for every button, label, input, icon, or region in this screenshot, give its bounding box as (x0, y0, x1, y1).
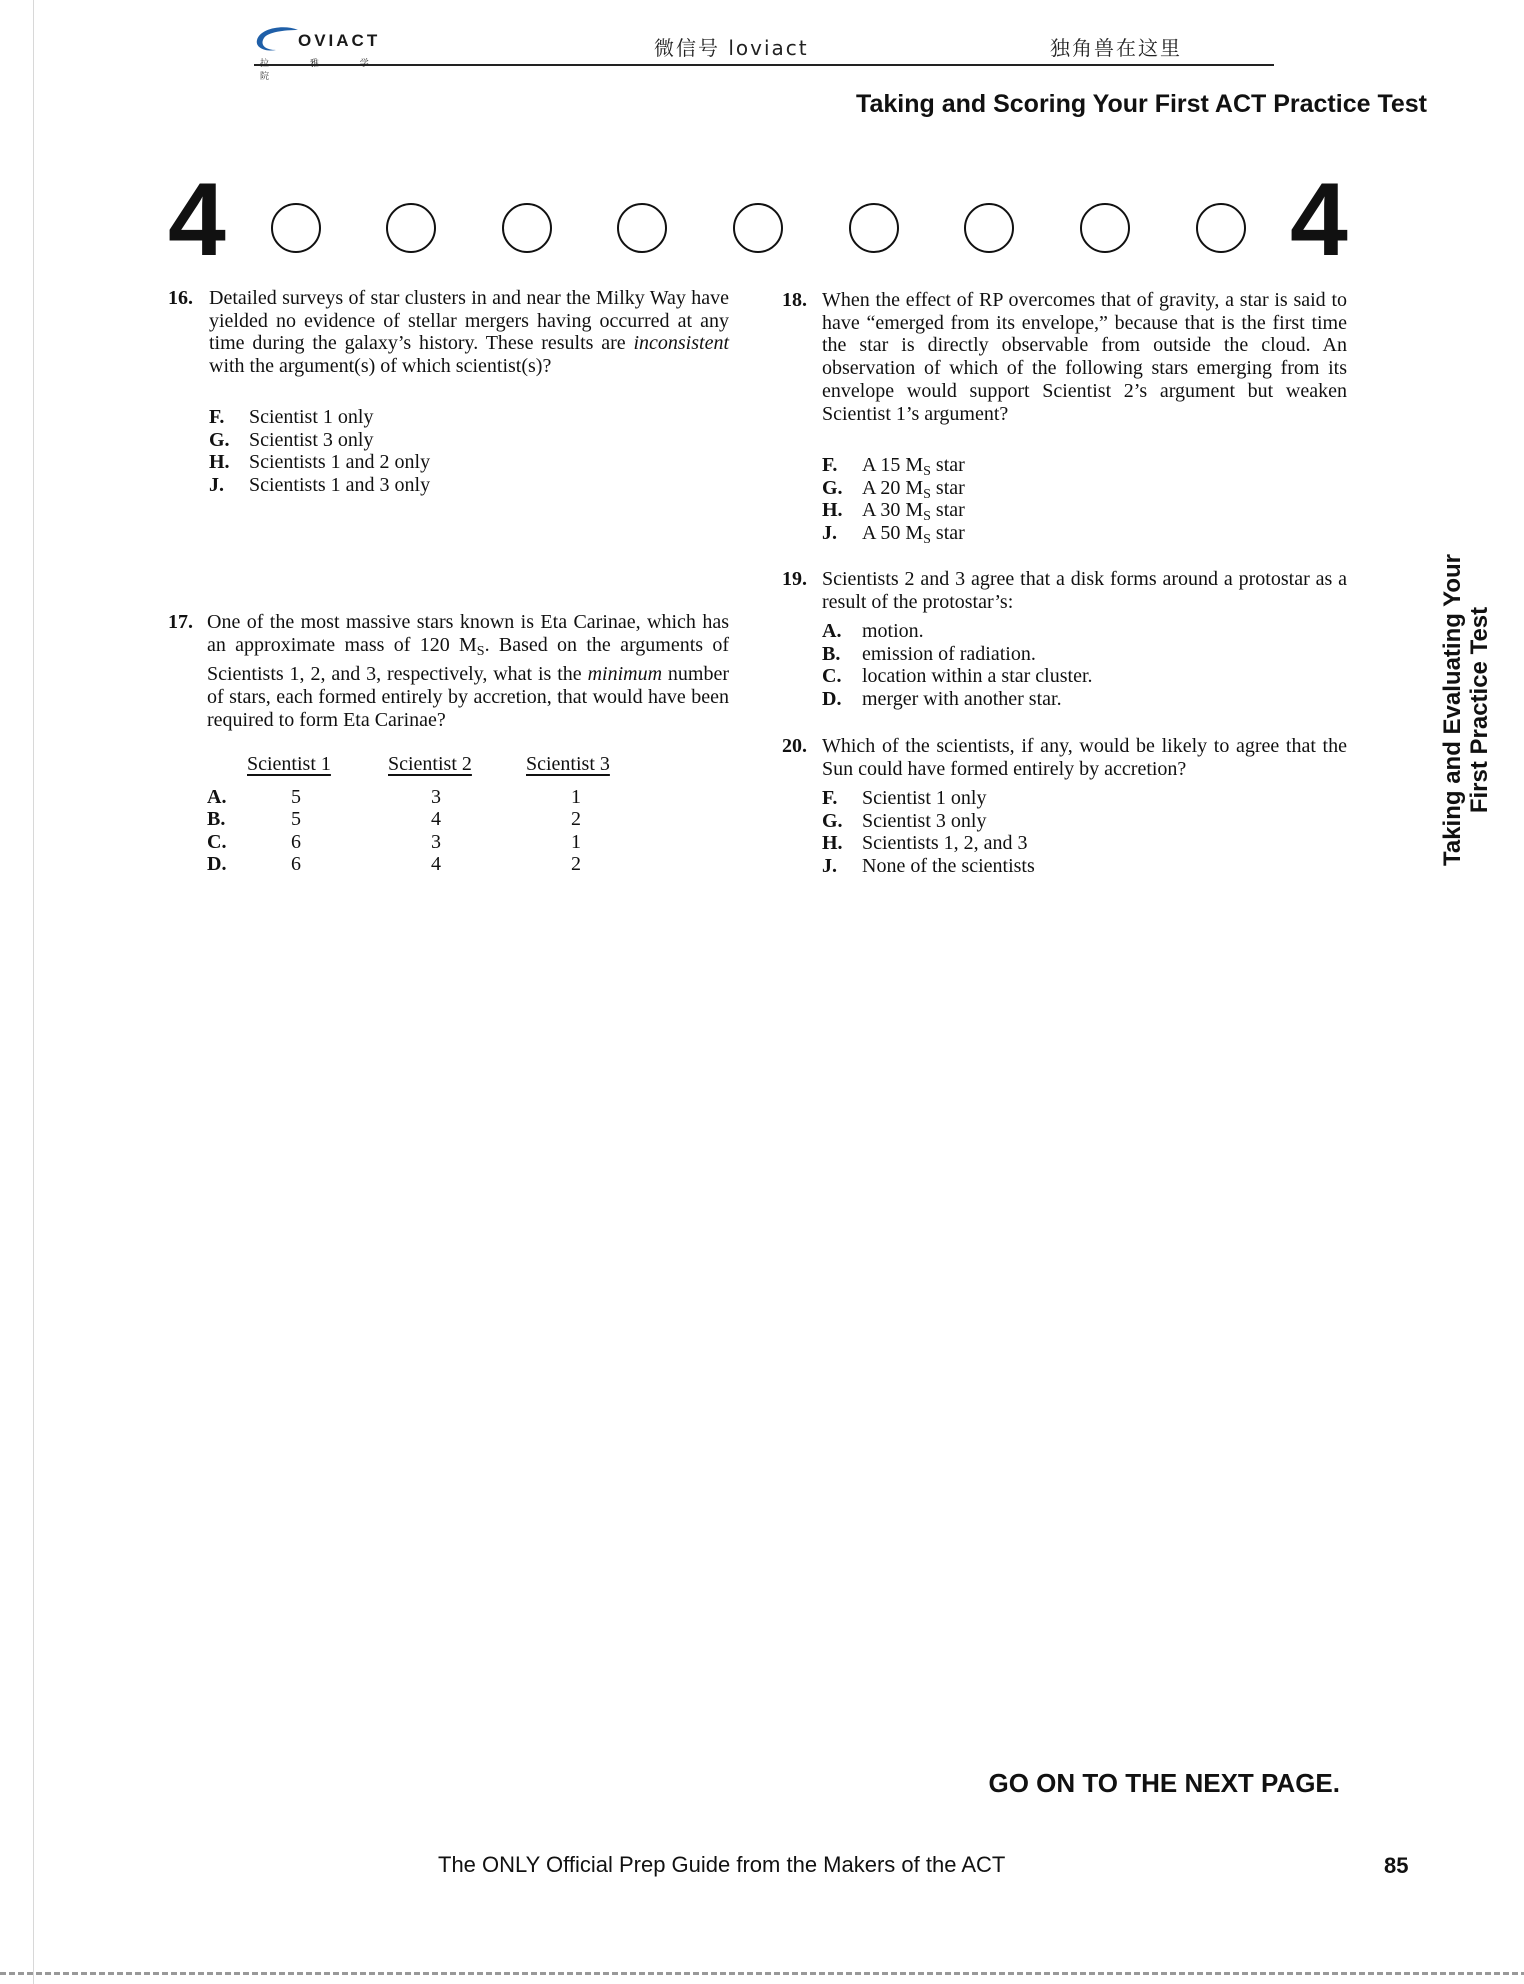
answer-option[interactable]: J. A 50 $M_S$ star (822, 522, 965, 547)
question-number: 16. (168, 287, 193, 309)
table-cell: 4 (431, 808, 441, 830)
question-number: 18. (782, 289, 807, 311)
answer-option[interactable]: H. Scientists 1 and 2 only (209, 451, 431, 473)
answer-option[interactable]: F. Scientist 1 only (822, 787, 987, 809)
question-stem: Which of the scientists, if any, would be likely to agree that the Sun could have formed entirely by accretion? (822, 735, 1347, 780)
answer-letter: A. (207, 786, 227, 808)
side-tab (1416, 540, 1516, 880)
answer-option[interactable]: J. None of the scientists (822, 855, 1035, 877)
answer-letter: B. (207, 808, 226, 830)
question-number: 19. (782, 568, 807, 590)
question-stem: Scientists 2 and 3 agree that a disk forms around a protostar as a result of the protostar’s: (822, 568, 1347, 613)
header-rule (254, 64, 1274, 66)
answer-option[interactable]: C. location within a star cluster. (822, 665, 1093, 687)
answer-option[interactable]: A. motion. (822, 620, 924, 642)
question-number: 20. (782, 735, 807, 757)
answer-letter: D. (207, 853, 227, 875)
answer-option[interactable]: G. Scientist 3 only (209, 429, 374, 451)
question-stem: Detailed surveys of star clusters in and near the Milky Way have yielded no evidence of stellar mergers having occurred at any time during the galaxy’s history. These results are inconsistent with the argument(s) of which scientist(s)? (209, 287, 729, 378)
go-on-notice: GO ON TO THE NEXT PAGE. (988, 1768, 1340, 1798)
footer-text: The ONLY Official Prep Guide from the Makers of the ACT (438, 1852, 1006, 1877)
logo-wordmark: OVIACT (298, 31, 381, 50)
table-cell: 6 (291, 831, 301, 853)
side-tab-line2: First Practice Test (1466, 606, 1493, 814)
table-header: Scientist 1 (247, 753, 331, 775)
scan-margin-line (33, 0, 34, 1984)
answer-option[interactable]: D. merger with another star. (822, 688, 1062, 710)
answer-option[interactable]: J. Scientists 1 and 3 only (209, 474, 431, 496)
page-number: 85 (1384, 1853, 1409, 1878)
table-cell: 3 (431, 831, 441, 853)
section-number-right: 4 (1290, 162, 1348, 278)
table-cell: 4 (431, 853, 441, 875)
table-cell: 6 (291, 853, 301, 875)
table-cell: 2 (571, 808, 581, 830)
question-stem: One of the most massive stars known is Eta Carinae, which has an approximate mass of 120 $M_S$. Based on the arguments of Scientists 1, 2, and 3, respectively, what is the minimum number of stars, each formed entirely by accretion, that would have been required to form Eta Carinae? (207, 611, 730, 731)
table-cell: 5 (291, 786, 301, 808)
table-header: Scientist 2 (388, 753, 472, 775)
answer-option[interactable]: B. emission of radiation. (822, 643, 1036, 665)
question-stem: When the effect of RP overcomes that of gravity, a star is said to have “emerged from its envelope,” because that is the first time the star is directly observable from outside the cloud. An observation of which of the following stars emerging from its envelope would support Scientist 2’s argument but weaken Scientist 1’s argument? (822, 289, 1347, 425)
chapter-title: Taking and Scoring Your First ACT Practice Test (856, 90, 1427, 118)
answer-option[interactable]: H. Scientists 1, 2, and 3 (822, 832, 1028, 854)
table-cell: 1 (571, 831, 581, 853)
answer-option[interactable]: H. A 30 $M_S$ star (822, 499, 965, 524)
banner-circle (386, 203, 436, 253)
banner-circle (1080, 203, 1130, 253)
banner-circle (271, 203, 321, 253)
question-number: 17. (168, 611, 193, 633)
table-cell: 5 (291, 808, 301, 830)
banner-circle (733, 203, 783, 253)
logo-swoosh-icon (254, 26, 302, 56)
loviact-logo (254, 26, 424, 82)
table-cell: 3 (431, 786, 441, 808)
table-cell: 1 (571, 786, 581, 808)
scan-edge-artifact (0, 1972, 1524, 1975)
banner-circle (617, 203, 667, 253)
section-number-left: 4 (168, 162, 226, 278)
logo-subtitle: 院 (260, 72, 289, 82)
side-tab-line1: Taking and Evaluating Your (1439, 553, 1466, 867)
banner-circle (502, 203, 552, 253)
banner-circle (849, 203, 899, 253)
answer-letter: C. (207, 831, 227, 853)
banner-circle (1196, 203, 1246, 253)
banner-circle (964, 203, 1014, 253)
answer-option[interactable]: G. Scientist 3 only (822, 810, 987, 832)
header-slogan: 独角兽在这里 (1050, 36, 1182, 60)
wechat-id: 微信号 loviact (654, 36, 809, 60)
answer-option[interactable]: G. A 20 $M_S$ star (822, 477, 965, 502)
table-header: Scientist 3 (526, 753, 610, 775)
answer-option[interactable]: F. A 15 $M_S$ star (822, 454, 965, 479)
answer-option[interactable]: F. Scientist 1 only (209, 406, 374, 428)
table-cell: 2 (571, 853, 581, 875)
